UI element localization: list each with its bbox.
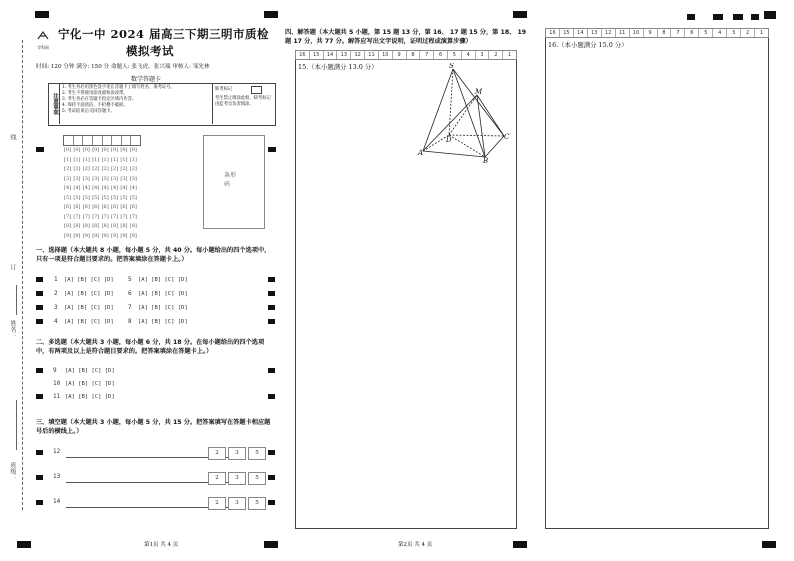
id-digit-bubble[interactable]: [7] [129, 213, 137, 220]
score-strip-cell[interactable]: 7 [420, 51, 434, 59]
notice-item: 4. 保持卡面清洁，不折叠不破损。 [62, 103, 128, 108]
point-C: C [504, 133, 510, 141]
id-digit-bubble[interactable]: [3] [73, 175, 81, 182]
score-strip-cell[interactable]: 5 [699, 29, 713, 37]
id-digit-bubble[interactable]: [1] [82, 156, 90, 163]
score-strip-cell[interactable]: 9 [393, 51, 407, 59]
id-digit-column[interactable] [120, 146, 127, 241]
id-digit-bubble[interactable]: [8] [92, 223, 100, 229]
score-strip-cell[interactable]: 7 [671, 29, 685, 37]
id-digit-bubble[interactable]: [3] [101, 175, 109, 182]
id-digit-bubble[interactable]: [8] [101, 223, 109, 229]
fill-score-box[interactable]: 3 [228, 497, 246, 510]
choice-number: 3 [54, 304, 58, 311]
corner-mark-tm [264, 11, 278, 18]
id-digit-bubble[interactable]: [6] [92, 204, 100, 210]
logo-text: 学科网 [37, 45, 49, 50]
fill-score-box[interactable]: 2 [208, 497, 226, 510]
id-digit-bubble[interactable]: [7] [111, 213, 119, 220]
id-digit-bubble[interactable]: [5] [111, 194, 119, 201]
score-strip-cell[interactable]: 9 [644, 29, 658, 37]
score-strip-cell[interactable]: 14 [574, 29, 588, 37]
id-digit-bubble[interactable]: [6] [120, 204, 128, 210]
score-strip-cell[interactable]: 13 [337, 51, 351, 59]
fill-score-box[interactable]: 3 [228, 472, 246, 485]
class-label: 班级： [9, 462, 16, 480]
score-strip-cell[interactable]: 1 [759, 30, 764, 36]
fill-number: 14 [53, 498, 61, 505]
fill-number: 13 [53, 473, 61, 480]
barcode-label: 条形码 [224, 172, 237, 188]
multi-number: 11 [53, 393, 61, 400]
row-marker [36, 500, 43, 505]
fill-score-box[interactable]: 2 [208, 447, 226, 460]
name-field-line[interactable] [16, 285, 17, 315]
id-digit-bubble[interactable]: [3] [64, 175, 72, 182]
id-digit-bubble[interactable]: [1] [129, 156, 137, 163]
row-marker-right [268, 305, 275, 310]
id-digit-bubble[interactable]: [2] [73, 166, 81, 172]
id-number-boxes[interactable] [63, 135, 141, 146]
id-digit-bubble[interactable]: [9] [101, 232, 109, 239]
id-digit-bubble[interactable]: [8] [111, 223, 119, 229]
q15-score-strip[interactable] [295, 50, 517, 60]
score-strip-cell[interactable]: 13 [588, 29, 602, 37]
point-A: A [418, 149, 424, 157]
id-digit-bubble[interactable]: [1] [64, 156, 72, 163]
id-digit-bubble[interactable]: [9] [92, 232, 100, 239]
corner-mark-tr4 [751, 14, 759, 20]
q16-answer-box[interactable] [545, 28, 769, 529]
id-digit-bubble[interactable]: [6] [111, 204, 119, 210]
id-digit-bubble[interactable]: [5] [101, 194, 109, 201]
logo [33, 26, 53, 51]
id-digit-bubble[interactable]: [7] [82, 213, 90, 220]
binding-line-label: 线 [9, 134, 16, 140]
notice-label: 注意事项 [49, 84, 60, 124]
row-marker-right [268, 500, 275, 505]
score-strip-cell[interactable]: 3 [476, 51, 490, 59]
choice-item[interactable] [128, 276, 188, 283]
id-digit-bubble[interactable]: [5] [120, 194, 128, 201]
id-digit-bubble[interactable]: [3] [120, 175, 128, 182]
row-marker [36, 450, 43, 455]
choice-options[interactable]: [A] [B] [C] [D] [64, 305, 114, 311]
choice-number: 5 [128, 276, 132, 283]
row-marker [36, 291, 43, 296]
notice-items [62, 85, 210, 115]
corner-mark-tr2 [713, 14, 723, 20]
point-D: D [446, 136, 452, 144]
multi-item[interactable] [53, 367, 115, 374]
choice-number: 7 [128, 304, 132, 311]
score-strip-cell[interactable]: 4 [713, 29, 727, 37]
corner-mark-bl [17, 541, 31, 548]
id-digit-bubble[interactable]: [4] [73, 185, 81, 191]
id-digit-bubble[interactable]: [1] [120, 156, 128, 163]
class-field-line[interactable] [16, 400, 17, 450]
choice-number: 8 [128, 318, 132, 325]
id-digit-bubble[interactable]: [6] [101, 204, 109, 210]
score-strip-cell[interactable]: 10 [379, 51, 393, 59]
id-digit-column[interactable] [92, 146, 99, 241]
page-footer-2: 第2页 共 4 页 [398, 542, 433, 548]
id-digit-bubble[interactable]: [0] [73, 147, 81, 153]
choice-options[interactable]: [A] [B] [C] [D] [138, 319, 188, 325]
id-digit-bubble[interactable]: [2] [82, 166, 90, 172]
score-strip-cell[interactable]: 5 [448, 51, 462, 59]
id-digit-column[interactable] [102, 146, 109, 241]
section-solve-heading: 四、解答题（本大题共 5 小题，第 15 题 13 分，第 16、 17 题 15 分，第 18、 19 题 17 分，共 77 分。解答应写出文字说明，证明过程或演算步骤） [285, 29, 527, 45]
id-digit-bubble[interactable]: [9] [111, 232, 119, 239]
choice-number: 2 [54, 290, 58, 297]
q15-label: 15.（本小题满分 13.0 分） [298, 63, 378, 71]
id-digit-bubble[interactable]: [4] [111, 185, 119, 191]
score-strip-cell[interactable]: 10 [630, 29, 644, 37]
id-digit-bubble[interactable]: [1] [101, 156, 109, 163]
q16-score-strip[interactable] [545, 28, 769, 38]
fill-score-box[interactable]: 5 [248, 447, 266, 460]
choice-number: 6 [128, 290, 132, 297]
exam-meta: 时间: 120 分钟 满分: 150 分 命题人: 张飞虎、张兴瑞 审核人: 邹先林 [36, 64, 210, 70]
absent-checkbox[interactable] [251, 86, 262, 94]
score-strip-cell[interactable]: 4 [462, 51, 476, 59]
id-digit-bubble[interactable]: [5] [92, 194, 100, 201]
notice-item: 3. 考生务必在答题卡指定区域内作答。 [62, 97, 137, 102]
row-marker-right [268, 450, 275, 455]
score-strip-cell[interactable]: 15 [310, 51, 324, 59]
id-digit-bubble[interactable]: [8] [64, 223, 72, 229]
id-grid-marker [36, 147, 44, 152]
notice-item: 5. 考试结束后交回答题卡。 [62, 109, 115, 114]
corner-mark-bm2 [513, 541, 527, 548]
id-digit-bubble[interactable]: [7] [64, 213, 72, 220]
id-digit-column[interactable] [130, 146, 137, 241]
id-digit-bubble[interactable]: [9] [129, 232, 137, 239]
score-strip-cell[interactable]: 6 [434, 51, 448, 59]
q16-label: 16.（本小题满分 15.0 分） [548, 41, 628, 49]
id-digit-bubble[interactable]: [8] [73, 223, 81, 229]
row-marker-right [268, 368, 275, 373]
id-digit-bubble[interactable]: [6] [73, 204, 81, 210]
name-label: 姓名： [9, 320, 16, 338]
choice-item[interactable] [54, 290, 114, 297]
id-digit-bubble[interactable]: [3] [129, 175, 137, 182]
choice-options[interactable]: [A] [B] [C] [D] [64, 277, 114, 283]
row-marker-right [268, 475, 275, 480]
id-digit-bubble[interactable]: [1] [73, 156, 81, 163]
id-digit-bubble[interactable]: [0] [129, 147, 137, 153]
choice-options[interactable]: [A] [B] [C] [D] [138, 291, 188, 297]
choice-options[interactable]: [A] [B] [C] [D] [64, 291, 114, 297]
id-digit-bubble[interactable]: [4] [92, 185, 100, 191]
fill-score-box[interactable]: 5 [248, 472, 266, 485]
score-strip-cell[interactable]: 14 [324, 51, 338, 59]
row-marker [36, 277, 43, 282]
id-digit-bubble[interactable]: [1] [92, 156, 100, 163]
fill-number: 12 [53, 448, 61, 455]
id-digit-bubble[interactable]: [4] [64, 185, 72, 191]
id-digit-bubble[interactable]: [0] [120, 147, 128, 153]
id-digit-bubble[interactable]: [3] [92, 175, 100, 182]
id-digit-bubble[interactable]: [5] [82, 194, 90, 201]
binding-line [22, 40, 23, 510]
id-digit-column[interactable] [73, 146, 80, 241]
corner-mark-tr5 [764, 11, 776, 19]
score-strip-cell[interactable]: 15 [560, 29, 574, 37]
id-digit-bubble[interactable]: [2] [101, 166, 109, 172]
id-digit-bubble[interactable]: [6] [82, 204, 90, 210]
id-digit-bubble[interactable]: [0] [111, 147, 119, 153]
id-digit-bubble[interactable]: [9] [82, 232, 90, 239]
point-M: M [475, 88, 483, 96]
score-strip-cell[interactable]: 12 [351, 51, 365, 59]
multi-options[interactable]: [A] [B] [C] [D] [65, 394, 115, 400]
row-marker-right [268, 394, 275, 399]
id-grid-marker-r [268, 147, 276, 152]
logo-icon [36, 31, 50, 41]
id-digit-bubble[interactable]: [0] [92, 147, 100, 153]
point-B: B [483, 157, 489, 163]
point-S: S [449, 63, 454, 70]
notice-item: 2. 考生不得使用涂改液和涂改带。 [62, 91, 128, 96]
id-digit-bubble[interactable]: [7] [120, 213, 128, 220]
id-digit-bubble[interactable]: [7] [92, 213, 100, 220]
id-digit-bubble[interactable]: [3] [82, 175, 90, 182]
row-marker-right [268, 319, 275, 324]
choice-options[interactable]: [A] [B] [C] [D] [138, 305, 188, 311]
id-digit-bubble[interactable]: [2] [129, 166, 137, 172]
multi-options[interactable]: [A] [B] [C] [D] [65, 381, 115, 387]
row-marker [36, 368, 43, 373]
score-strip-cell[interactable]: 11 [616, 29, 630, 37]
id-digit-bubble[interactable]: [9] [120, 232, 128, 239]
multi-item[interactable] [53, 380, 115, 387]
id-digit-bubble[interactable]: [2] [92, 166, 100, 172]
id-digit-bubble[interactable]: [7] [101, 213, 109, 220]
notice-divider [212, 84, 213, 124]
absent-note: 考生禁止填涂此框，缺考标记由监考员负责填涂。 [215, 96, 271, 107]
row-marker-right [268, 277, 275, 282]
score-strip-cell[interactable]: 8 [407, 51, 421, 59]
absent-label: 缺考标记 [215, 87, 233, 92]
id-digit-bubble[interactable]: [4] [120, 185, 128, 191]
choice-number: 1 [54, 276, 58, 283]
corner-mark-br [762, 541, 776, 548]
choice-item[interactable] [128, 290, 188, 297]
id-digit-bubble[interactable]: [4] [129, 185, 137, 191]
corner-mark-tm2 [513, 11, 527, 18]
row-marker [36, 394, 43, 399]
page-footer-1: 第1页 共 4 页 [144, 542, 179, 548]
id-digit-bubble[interactable]: [5] [129, 194, 137, 201]
score-strip-cell[interactable]: 12 [602, 29, 616, 37]
score-strip-cell[interactable]: 6 [685, 29, 699, 37]
score-strip-cell[interactable]: 16 [546, 29, 560, 37]
row-marker [36, 475, 43, 480]
fill-score-box[interactable]: 3 [228, 447, 246, 460]
id-digit-bubble[interactable]: [2] [111, 166, 119, 172]
id-digit-bubble[interactable]: [7] [73, 213, 81, 220]
id-digit-bubble[interactable]: [5] [73, 194, 81, 201]
id-digit-bubble[interactable]: [2] [120, 166, 128, 172]
id-digit-column[interactable] [83, 146, 90, 241]
id-digit-bubble[interactable]: [0] [82, 147, 90, 153]
id-digit-bubble[interactable]: [6] [64, 204, 72, 210]
fill-score-box[interactable]: 5 [248, 497, 266, 510]
corner-mark-bm [264, 541, 278, 548]
id-digit-bubble[interactable]: [6] [129, 204, 137, 210]
multi-options[interactable]: [A] [B] [C] [D] [65, 368, 115, 374]
section-multi-heading: 二、多选题（本大题共 3 小题，每小题 6 分，共 18 分。在每小题给出的四个选项中，有两项及以上是符合题目要求的。把答案填涂在答题卡上。） [36, 339, 265, 355]
id-digit-bubble[interactable]: [4] [101, 185, 109, 191]
page-title-line2: 模拟考试 [126, 44, 174, 58]
page-title-line1: 宁化一中 2024 届高三下期三明市质检 [58, 27, 270, 41]
id-digit-column[interactable] [64, 146, 71, 241]
multi-item[interactable] [53, 393, 115, 400]
multi-number: 9 [53, 367, 57, 374]
choice-item[interactable] [128, 304, 188, 311]
id-digit-bubble[interactable]: [5] [64, 194, 72, 201]
score-strip-cell[interactable]: 16 [296, 51, 310, 59]
id-digit-bubble[interactable]: [8] [129, 223, 137, 229]
id-digit-bubble[interactable]: [8] [82, 223, 90, 229]
id-digit-column[interactable] [111, 146, 118, 241]
fill-score-box[interactable]: 2 [208, 472, 226, 485]
score-strip-cell[interactable]: 2 [489, 51, 503, 59]
score-strip-cell[interactable]: 8 [658, 29, 672, 37]
section-choice-heading: 一、选择题（本大题共 8 小题，每小题 5 分，共 40 分。每小题给出的四个选项中，只有一项是符合题目要求的。把答案填涂在答题卡上。） [36, 247, 271, 263]
score-strip-cell[interactable]: 11 [365, 51, 379, 59]
choice-item[interactable] [54, 304, 114, 311]
corner-mark-tl [35, 11, 49, 18]
score-strip-cell[interactable]: 2 [741, 29, 755, 37]
choice-item[interactable] [54, 318, 114, 325]
id-digit-bubble[interactable]: [4] [82, 185, 90, 191]
card-subtitle: 数学答题卡 [131, 76, 162, 83]
id-digit-bubble[interactable]: [3] [111, 175, 119, 182]
section-fill-heading: 三、填空题（本大题共 3 小题，每小题 5 分，共 15 分。把答案填写在答题卡相应题号后的横线上。） [36, 419, 271, 435]
binding-dingh-label: 订 [9, 264, 16, 270]
choice-number: 4 [54, 318, 58, 325]
id-digit-bubble[interactable]: [1] [111, 156, 119, 163]
row-marker [36, 305, 43, 310]
corner-mark-tr3 [733, 14, 743, 20]
corner-mark-tr1 [687, 14, 695, 20]
choice-options[interactable]: [A] [B] [C] [D] [138, 277, 188, 283]
multi-number: 10 [53, 380, 61, 387]
choice-item[interactable] [128, 318, 188, 325]
row-marker-right [268, 291, 275, 296]
choice-item[interactable] [54, 276, 114, 283]
choice-options[interactable]: [A] [B] [C] [D] [64, 319, 114, 325]
score-strip-cell[interactable]: 1 [508, 52, 512, 58]
id-digit-bubble[interactable]: [9] [64, 232, 72, 239]
row-marker [36, 319, 43, 324]
id-digit-bubble[interactable]: [0] [101, 147, 109, 153]
score-strip-cell[interactable]: 3 [727, 29, 741, 37]
id-digit-bubble[interactable]: [9] [73, 232, 81, 239]
id-digit-bubble[interactable]: [8] [120, 223, 128, 229]
id-digit-bubble[interactable]: [0] [64, 147, 72, 153]
pyramid-figure [415, 63, 515, 163]
id-digit-bubble[interactable]: [2] [64, 166, 72, 172]
notice-item: 1. 考生务必用黑色签字笔在答题卡上填写姓名、准考证号。 [62, 85, 175, 90]
